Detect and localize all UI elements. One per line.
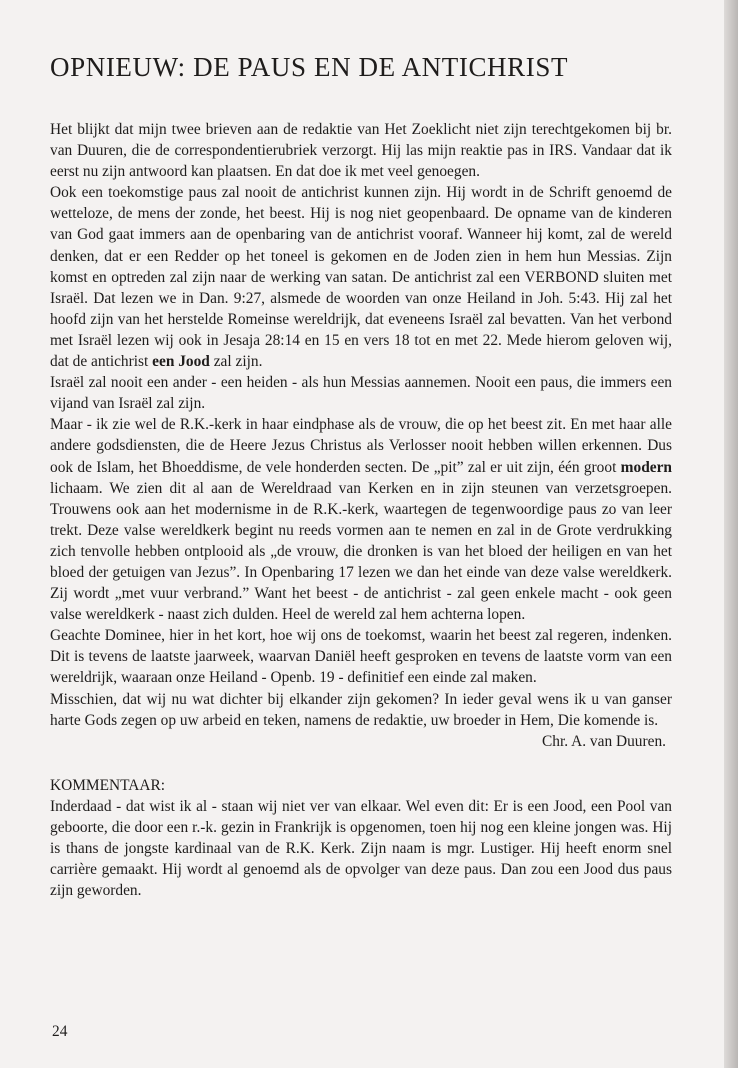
paragraph-text-tail: lichaam. We zien dit al aan de Wereldraad van Kerken en in zijn steunen van verzetsgroepen. Trouwens ook aan het modernisme in de R.K.-kerk, waartegen de tegenwoordige paus zo van leer trekt. Deze valse wereldkerk begint nu reeds vormen aan te nemen en zal in de Grote verdrukking zich tenvolle hebben ontplooid als „de vrouw, die dronken is van het bloed der heiligen en van het bloed der getuigen van Jezus”. In Openbaring 17 lezen we dan het einde van deze valse wereldkerk. Zij wordt „met vuur verbrand.” Want het beest - de antichrist - zal geen enkele macht - ook geen valse wereldkerk - naast zich dulden. Heel de wereld zal hem achterna lopen. (50, 479, 672, 624)
signature: Chr. A. van Duuren. (542, 732, 666, 750)
paragraph: Geachte Dominee, hier in het kort, hoe wij ons de toekomst, waarin het beest zal regeren, indenken. Dit is tevens de laatste jaarweek, waarvan Daniël heeft gesproken en tevens de laatste vorm van een wereldrijk, waaraan onze Heiland - Openb. 19 - definitief een einde zal maken. (50, 627, 672, 687)
article-body (50, 119, 672, 901)
paragraph: Misschien, dat wij nu wat dichter bij elkander zijn gekomen? In ieder geval wens ik u van ganser harte Gods zegen op uw arbeid en teken, namens de redaktie, uw broeder in Hem, Die komende is. (50, 690, 672, 729)
bold-phrase: een Jood (152, 353, 210, 371)
paragraph-text: Ook een toekomstige paus zal nooit de antichrist kunnen zijn. Hij wordt in de Schrift genoemd de wetteloze, de mens der zonde, het beest. Hij is nog niet geopenbaard. De opname van de kinderen van God gaat immers aan de openbaring van de antichrist vooraf. Wanneer hij komt, zal de wereld denken, dat er een Redder op het toneel is gekomen en de Joden zien in hem hun Messias. Zijn komst en optreden zal zijn naar de werking van satan. De antichrist zal een VERBOND sluiten met Israël. Dat lezen we in Dan. 9:27, alsmede de woorden van onze Heiland in Joh. 5:43. Hij zal het hoofd zijn van het herstelde Romeinse wereldrijk, dat eveneens Israël zal bevatten. Van het verbond met Israël lezen wij ook in Jesaja 28:14 en 15 en vers 18 tot en met 22. Mede hierom geloven wij, dat de antichrist (50, 184, 672, 371)
kommentaar-heading: KOMMENTAAR: (50, 776, 166, 794)
article-title: OPNIEUW: DE PAUS EN DE ANTICHRIST (50, 52, 569, 82)
paragraph-text-tail: zal zijn. (209, 353, 263, 371)
kommentaar-text: Inderdaad - dat wist ik al - staan wij niet ver van elkaar. Wel even dit: Er is een Jood, een Pool van geboorte, die door een r.-k. gezin in Frankrijk is opgenomen, toen hij nog een kleine jongen was. Hij is thans de jongste kardinaal van de R.K. Kerk. Zijn naam is mgr. Lustiger. Hij heeft enorm snel carrière gemaakt. Hij wordt al genoemd als de opvolger van deze paus. Dan zou een Jood dus paus zijn geworden. (50, 797, 672, 900)
paragraph: Het blijkt dat mijn twee brieven aan de redaktie van Het Zoeklicht niet zijn terechtgekomen bij br. van Duuren, die de correspondentierubriek verzorgt. Hij las mijn reaktie pas in IRS. Vandaar dat ik eerst nu zijn antwoord kan plaatsen. En dat doe ik met veel genoegen. (50, 121, 672, 181)
page-number: 24 (52, 1023, 68, 1040)
page-edge (724, 0, 738, 1068)
paragraph-text: Maar - ik zie wel de R.K.-kerk in haar eindphase als de vrouw, die op het beest zit. En met haar alle andere godsdiensten, die de Heere Jezus Christus als Verlosser nooit hebben willen erkennen. Dus ook de Islam, het Bhoeddisme, de vele honderden secten. De „pit” zal er uit zijn, één groot (50, 416, 672, 476)
paragraph (50, 414, 672, 625)
bold-phrase: modern (620, 458, 672, 476)
paragraph (50, 182, 672, 372)
paragraph: Israël zal nooit een ander - een heiden - als hun Messias aannemen. Nooit een paus, die immers een vijand van Israël zal zijn. (50, 374, 672, 413)
